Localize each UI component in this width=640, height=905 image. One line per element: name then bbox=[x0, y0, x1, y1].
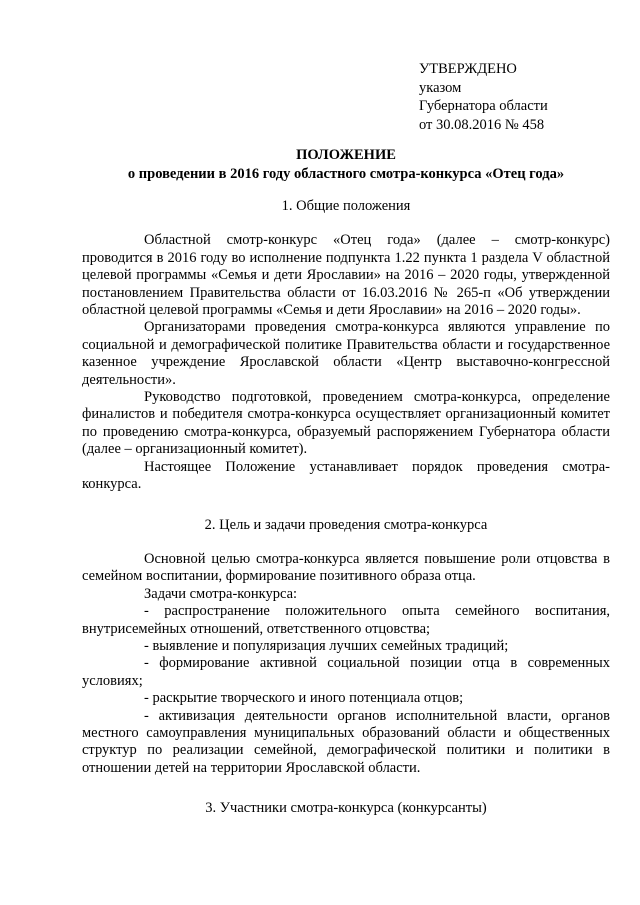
section-1-paragraph: Областной смотр-конкурс «Отец года» (далее – смотр-конкурс) проводится в 2016 году во исполнение подпункта 1.22 пункта 1 раздела V областной целевой программы «Семья и дети Ярославии» на 2016 – 2020 годы, утвержденной постановлением Правительства области от 16.03.2016 № 265-п «Об утверждении областной целевой программы «Семья и дети Ярославии» на 2016 – 2020 годы». bbox=[82, 232, 610, 319]
section-1-paragraph: Организаторами проведения смотра-конкурса являются управление по социальной и демографической политике Правительства области и государственное казенное учреждение Ярославской области «Центр выставочно-конгрессной деятельности». bbox=[82, 319, 610, 388]
section-2-list-item: - выявление и популяризация лучших семейных традиций; bbox=[144, 637, 509, 654]
section-2-list-item: - активизация деятельности органов исполнительной власти, органов местного самоуправления муниципальных образований области и общественных структур по реализации семейной, демографической политики и политики в отношении детей на территории Ярославской области. bbox=[82, 707, 610, 776]
section-3-heading: 3. Участники смотра-конкурса (конкурсанты) bbox=[205, 800, 487, 817]
section-2-list-item: - формирование активной социальной позиции отца в современных условиях; bbox=[82, 655, 610, 689]
section-1-heading: 1. Общие положения bbox=[281, 198, 411, 214]
section-1-paragraph: Руководство подготовкой, проведением смотра-конкурса, определение финалистов и победителя смотра-конкурса осуществляет организационный комитет по проведению смотра-конкурса, образуемый распоряжением Губернатора области (далее – организационный комитет). bbox=[82, 389, 610, 458]
approval-line-governor: Губернатора области bbox=[419, 98, 548, 114]
document-title: ПОЛОЖЕНИЕ bbox=[296, 147, 396, 163]
document-body bbox=[82, 146, 610, 818]
approval-line-by-decree: указом bbox=[419, 79, 462, 96]
section-2-list-item: - распространение положительного опыта семейного воспитания, внутрисемейных отношений, ответственного отцовства; bbox=[82, 603, 610, 637]
section-1-paragraph: Настоящее Положение устанавливает порядок проведения смотра-конкурса. bbox=[82, 458, 610, 493]
section-2-heading: 2. Цель и задачи проведения смотра-конкурса bbox=[204, 516, 488, 533]
approval-stamp bbox=[419, 60, 619, 134]
approval-line-date-number: от 30.08.2016 № 458 bbox=[419, 116, 545, 133]
section-2-paragraph: Основной целью смотра-конкурса является повышение роли отцовства в семейном воспитании, формирование позитивного образа отца. bbox=[82, 550, 610, 585]
section-2-paragraph: Задачи смотра-конкурса: bbox=[144, 585, 298, 602]
document-subtitle: о проведении в 2016 году областного смотра-конкурса «Отец года» bbox=[127, 166, 565, 182]
section-2-list-item: - раскрытие творческого и иного потенциала отцов; bbox=[144, 690, 464, 707]
approval-line-approved: УТВЕРЖДЕНО bbox=[419, 61, 517, 77]
